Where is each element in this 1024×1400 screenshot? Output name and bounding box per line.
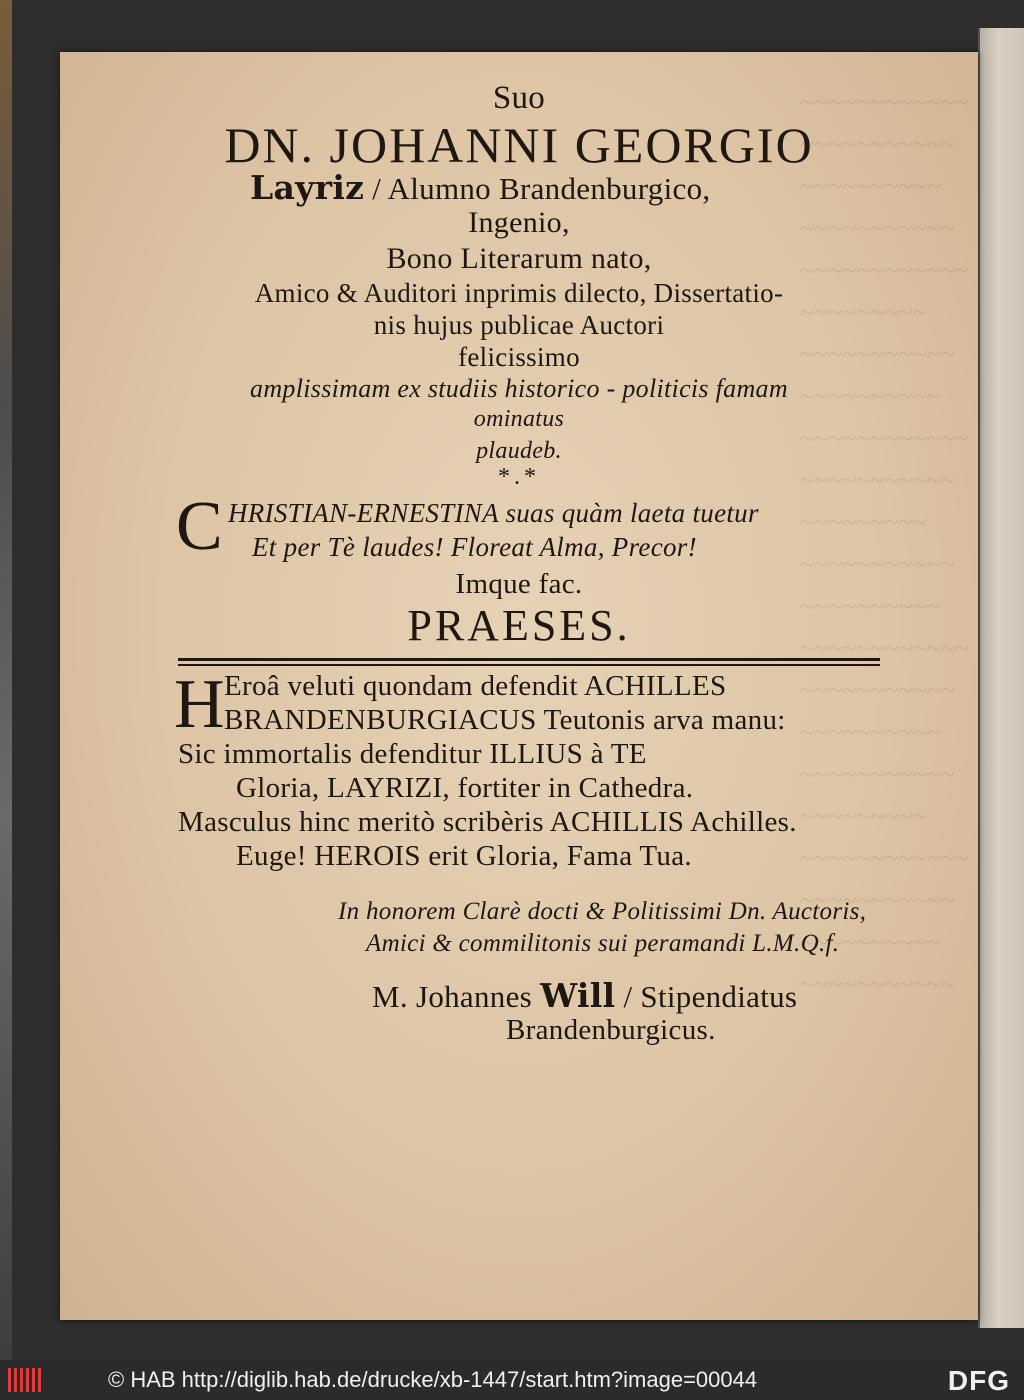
drop-cap-h: H xyxy=(174,666,225,743)
stipendiatus-text: / Stipendiatus xyxy=(623,979,798,1014)
signer-surname-blackletter: Will xyxy=(540,976,616,1015)
scan-color-strip xyxy=(0,0,12,1360)
barcode-icon xyxy=(8,1368,42,1392)
plaudeb-line: plaudeb. xyxy=(476,438,562,464)
signature-line-2: Brandenburgicus. xyxy=(506,1014,716,1046)
poem-line-5: Masculus hinc meritò scribèris ACHILLIS Achilles. xyxy=(178,806,797,838)
alumno-text: / Alumno Brandenburgico, xyxy=(372,171,711,206)
poem-line-3: Sic immortalis defenditur ILLIUS à TE xyxy=(178,738,647,770)
bleed-through-texture: ~~~~~~~~~~~~ ~~~~~~~~~~~ ~~~~~~~~~~ ~~~~~~~~~~~ ~~~~~~~~~~~~ ~~~~~~~~~ ~~~~~~~~~~~ ~~~~~~~~~~ ~~~~~~~~~~~~ ~~~~~~~~~~~ ~~~~~~~~~ ~~~~~~~~~~~ ~~~~~~~~~~ ~~~~~~~~~~~~ ~~~~~~~~~~~ ~~~~~~~~~~ ~~~~~~~~~~~ ~~~~~~~~~ ~~~~~~~~~~~~ ~~~~~~~~~~~ ~~~~~~~~~~ ~~~~~~~~~~~ xyxy=(800,88,969,999)
praeses-heading: PRAESES. xyxy=(407,601,631,650)
signer-given-name: M. Johannes xyxy=(372,979,533,1014)
felicissimo-line: felicissimo xyxy=(458,342,580,372)
poem-line-4: Gloria, LAYRIZI, fortiter in Cathedra. xyxy=(236,772,694,804)
amico-line: Amico & Auditori inprimis dilecto, Dissertatio- xyxy=(254,278,784,308)
honorem-line-1: In honorem Clarè docti & Politissimi Dn. Auctoris, xyxy=(338,898,867,925)
dedicatee-surname-line xyxy=(250,168,710,207)
dedication-suo: Suo xyxy=(492,80,546,116)
divider-rule-thin xyxy=(178,664,880,666)
dissertationis-line: nis hujus publicae Auctori xyxy=(373,310,665,340)
asterism: *.* xyxy=(498,464,540,490)
drop-cap-c: C xyxy=(176,488,223,565)
imque-fac: Imque fac. xyxy=(455,568,583,600)
signature-line-1 xyxy=(372,976,797,1015)
poem-line-1: Eroâ veluti quondam defendit ACHILLES xyxy=(224,670,727,702)
surname-blackletter: Layriz xyxy=(250,168,365,207)
honorem-line-2: Amici & commilitonis sui peramandi L.M.Q.f. xyxy=(366,930,840,957)
poem-line-2: BRANDENBURGIACUS Teutonis arva manu: xyxy=(224,704,786,736)
ingenio-line: Ingenio, xyxy=(468,206,570,239)
source-credit-link[interactable]: © HAB http://diglib.hab.de/drucke/xb-1447/start.htm?image=00044 xyxy=(108,1367,758,1392)
amplissimam-line: amplissimam ex studiis historico - politicis famam xyxy=(250,374,788,403)
bono-literarum-line: Bono Literarum nato, xyxy=(386,242,652,275)
poem-line-6: Euge! HEROIS erit Gloria, Fama Tua. xyxy=(236,840,692,872)
facing-page-edge xyxy=(978,28,1024,1328)
ominatus-line: ominatus xyxy=(473,406,565,432)
epigram-line-2: Et per Tè laudes! Floreat Alma, Precor! xyxy=(252,532,697,562)
viewer-footer xyxy=(0,1360,1024,1400)
divider-rule xyxy=(178,658,880,661)
dfg-logo: DFG xyxy=(947,1365,1010,1396)
dedicatee-name: DN. JOHANNI GEORGIO xyxy=(224,117,814,173)
epigram-line-1: HRISTIAN-ERNESTINA suas quàm laeta tuetur xyxy=(228,498,759,528)
document-page xyxy=(60,52,978,1320)
